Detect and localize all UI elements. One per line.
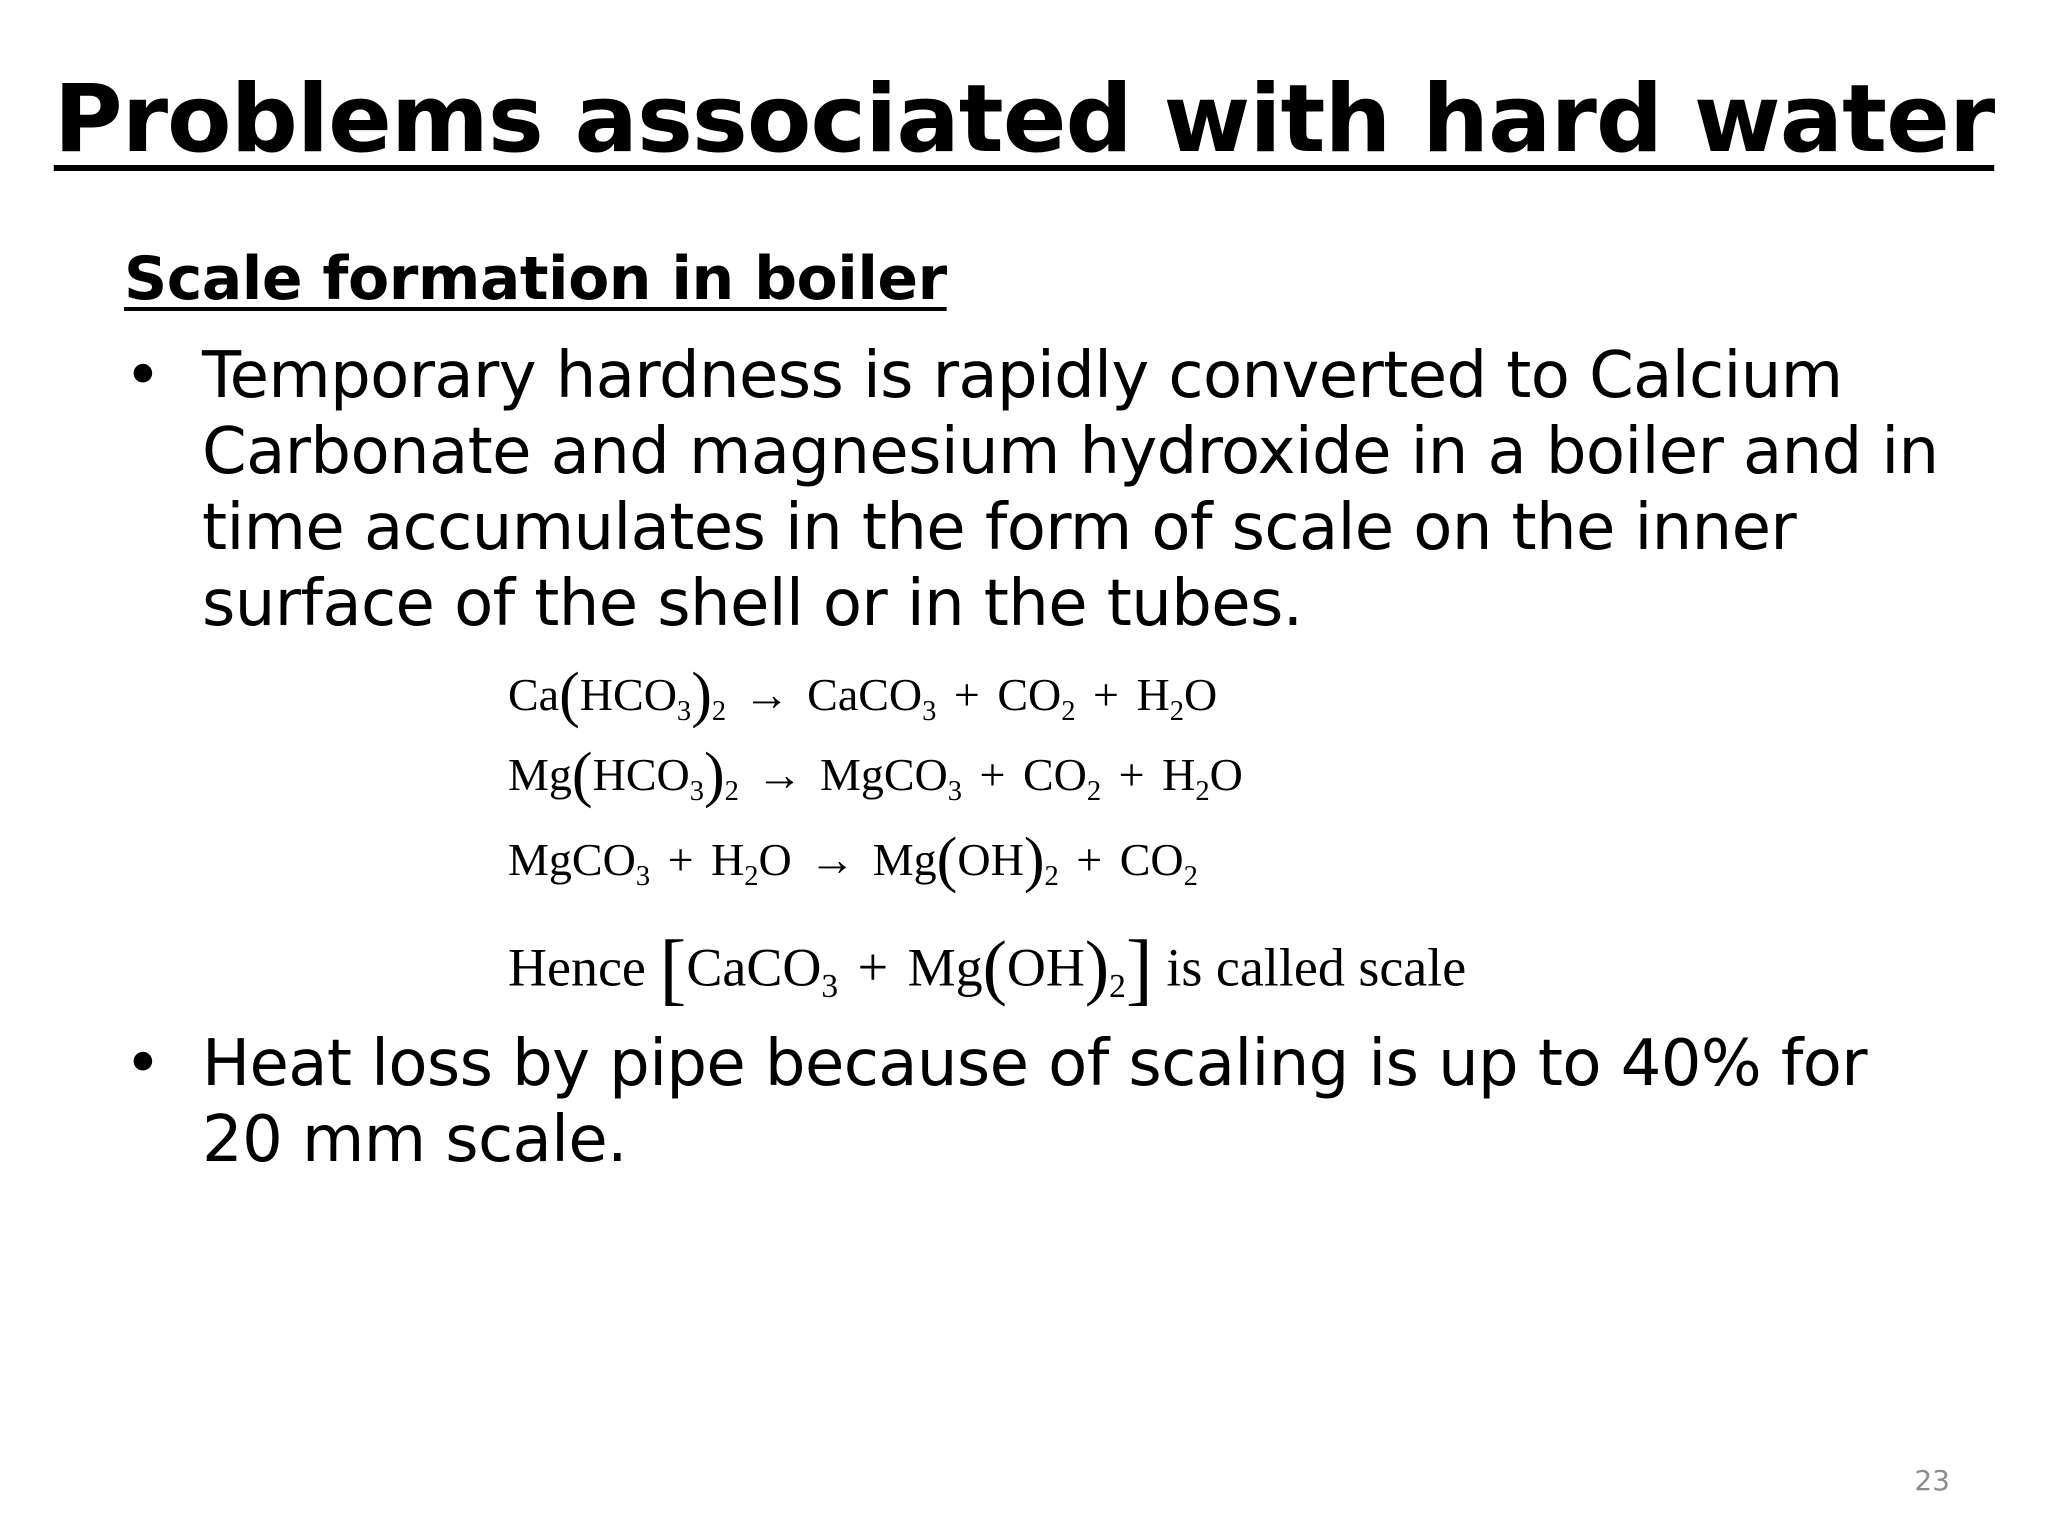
plus-sign: +: [953, 669, 980, 721]
eq3-product-1-group: OH: [957, 834, 1024, 886]
scale-definition-suffix: is called scale: [1166, 937, 1467, 998]
section-subheading: Scale formation in boiler: [124, 244, 947, 314]
eq3-arrow: →: [809, 834, 856, 886]
eq2-ion-subscript: 3: [689, 776, 704, 808]
left-bracket: [: [659, 923, 687, 1013]
eq3-reactant-1-sub: 3: [635, 861, 651, 893]
bullet-item: [124, 338, 1944, 642]
eq2-product-2: CO: [1022, 749, 1087, 801]
eq2-product-3-tail: O: [1209, 749, 1243, 801]
page-number: 23: [1914, 1464, 1950, 1497]
eq1-reactant-metal: Ca: [508, 669, 560, 721]
eq2-outer-subscript: 2: [724, 776, 739, 808]
equation-3: MgCO$_3$ + $H_2O \to Mg(OH)_2 + CO_2$: [508, 826, 1198, 894]
eq2-product-3: H: [1162, 749, 1196, 801]
bullet-text: Heat loss by pipe because of scaling is up to 40% for 20 mm scale.: [202, 1027, 1868, 1177]
eq3-product-2-sub: 2: [1183, 861, 1198, 893]
eq1-product-1-sub: 3: [922, 696, 937, 728]
right-bracket: ]: [1125, 923, 1153, 1013]
eq1-ion-subscript: 3: [676, 696, 692, 728]
equation-1: $Ca(HCO_3)_2$ → CaCO$_3$ + $CO_2 + H_2O$: [508, 661, 1218, 729]
eq1-product-2-sub: 2: [1061, 696, 1076, 728]
eq2-reactant-metal: Mg: [508, 749, 572, 801]
bullet-text: Temporary hardness is rapidly converted to Calcium Carbonate and magnesium hydroxide in a boiler and in time accumulates in the form of scale on the inner surface of the shell or in the tubes.: [202, 339, 1939, 641]
slide-title: Problems associated with hard water: [53, 65, 1995, 174]
scale-definition: Hence [CaCO$_3$ + $Mg(OH)_2$] is called scale: [508, 923, 1467, 1013]
eq1-outer-subscript: 2: [711, 696, 727, 728]
scale-component-2-sub: 2: [1109, 967, 1126, 1005]
eq1-product-3-sub: 2: [1169, 696, 1184, 728]
eq3-reactant-1: MgCO: [508, 834, 636, 886]
eq2-product-1-sub: 3: [947, 776, 963, 808]
bullet-icon: •: [124, 339, 162, 413]
plus-sign: +: [1118, 749, 1145, 801]
scale-component-2-group: OH: [1006, 937, 1085, 998]
eq3-reactant-2: H: [711, 834, 745, 886]
eq3-product-1-sub: 2: [1044, 861, 1059, 893]
eq1-arrow: →: [743, 669, 790, 721]
eq1-product-3-tail: O: [1183, 669, 1218, 721]
scale-component-2-metal: Mg: [907, 937, 983, 998]
eq1-product-1: CaCO: [807, 669, 923, 721]
eq2-product-3-sub: 2: [1195, 776, 1210, 808]
eq1-product-3: H: [1136, 669, 1170, 721]
plus-sign: +: [667, 834, 694, 886]
scale-component-1-sub: 3: [821, 967, 839, 1005]
bullet-icon: •: [124, 1027, 162, 1101]
eq1-product-2: CO: [997, 669, 1062, 721]
equation-2: $Mg(HCO_3)_2$ → MgCO$_3$ + $CO_2 + H_2O$: [508, 741, 1243, 809]
eq3-product-1-metal: Mg: [872, 834, 937, 886]
eq3-reactant-2-tail: O: [758, 834, 792, 886]
plus-sign: +: [1093, 669, 1119, 721]
eq2-product-1: MgCO: [819, 749, 948, 801]
eq1-reactant-ion: HCO: [579, 669, 677, 721]
eq3-reactant-2-sub: 2: [744, 861, 759, 893]
hence-label: Hence: [508, 937, 646, 998]
eq2-arrow: →: [756, 749, 803, 801]
eq3-product-2: CO: [1119, 834, 1184, 886]
plus-sign: +: [1076, 834, 1103, 886]
plus-sign: +: [979, 749, 1006, 801]
plus-sign: +: [857, 937, 889, 998]
eq2-reactant-ion: HCO: [592, 749, 690, 801]
eq2-product-2-sub: 2: [1086, 776, 1102, 808]
bullet-item: [124, 1026, 1944, 1178]
scale-component-1: CaCO: [686, 937, 822, 998]
